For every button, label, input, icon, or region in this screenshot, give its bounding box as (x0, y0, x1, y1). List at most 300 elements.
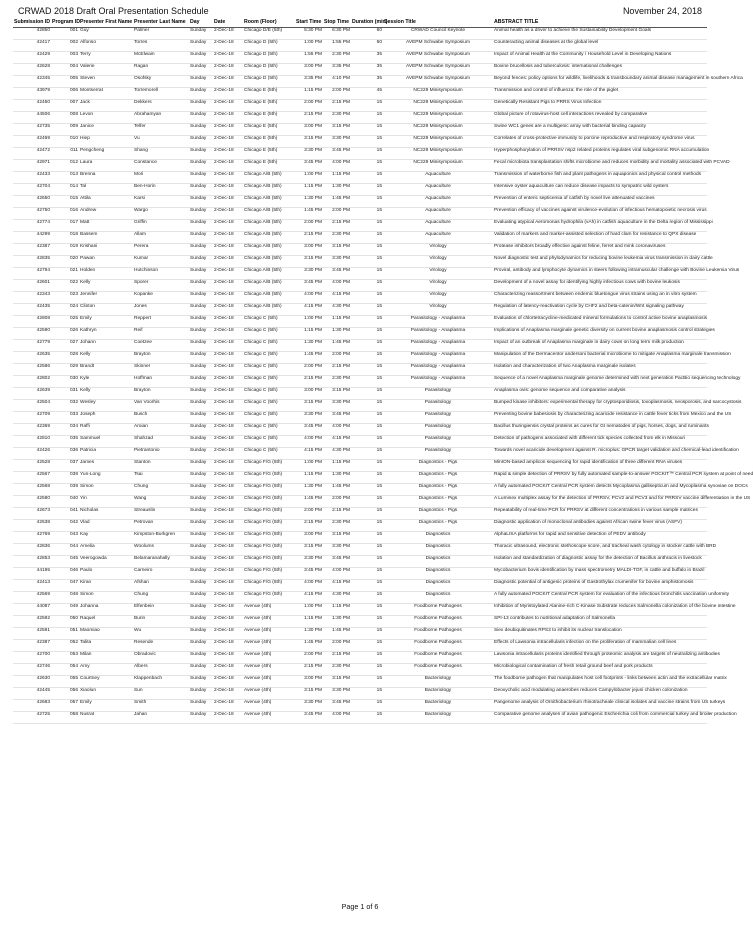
column-header-presenter-last-name: Presenter Last Name (133, 17, 189, 28)
cell-abstract-title: Prevention efficacy of vaccines against virulence-evolution of infectious hematopoietic necrosis virus (493, 208, 707, 220)
cell-duration: 15 (351, 364, 383, 376)
cell-duration: 15 (351, 472, 383, 484)
cell-abstract-title: Hyperphosphorylation of PRRSV nsp2 related proteins regulates viral subgenomic RNA accumulation (493, 148, 707, 160)
cell-room: Chicago E (5th) (243, 124, 295, 136)
cell-presenter-last-name: Hoffman (133, 376, 189, 388)
cell-session-title: Diagnostics (383, 544, 493, 556)
cell-stop-time: 2:30 PM (323, 664, 351, 676)
cell-room: Chicago A/B (5th) (243, 268, 295, 280)
cell-abstract-title: Novel diagnostic test and phylodynamics for reducing bovine leukemia virus transmission in dairy cattle (493, 256, 707, 268)
cell-start-time: 2:15 PM (295, 664, 323, 676)
cell-date: 2-Dec-18 (213, 676, 243, 688)
cell-session-title: Parasitology (383, 400, 493, 412)
cell-date: 2-Dec-18 (213, 460, 243, 472)
cell-duration: 15 (351, 592, 383, 604)
cell-presenter-last-name: Burin (133, 616, 189, 628)
cell-submission-id: 42580 (13, 496, 51, 508)
cell-duration: 15 (351, 604, 383, 616)
cell-date: 2-Dec-18 (213, 184, 243, 196)
cell-presenter-last-name: Sun (133, 688, 189, 700)
table-row (13, 484, 707, 496)
cell-duration: 15 (351, 412, 383, 424)
cell-program-id: 045 (51, 556, 79, 568)
cell-abstract-title: Evaluating atypical Aeromonas hydrophila (vAh) in catfish aquaculture in the Delta region of Mississippi (493, 220, 707, 232)
cell-abstract-title: Impact of Animal Health at the Community / Household Level in Developing Nations (493, 52, 707, 64)
table-row (13, 712, 707, 724)
cell-stop-time: 4:00 PM (323, 712, 351, 724)
cell-program-id: 010 (51, 136, 79, 148)
page-number: Page 1 of 6 (341, 902, 379, 911)
cell-program-id: 041 (51, 508, 79, 520)
cell-session-title: Virology (383, 256, 493, 268)
cell-room: Chicago C (5th) (243, 400, 295, 412)
cell-date: 2-Dec-18 (213, 100, 243, 112)
cell-room: Avenue (4th) (243, 700, 295, 712)
cell-presenter-first-name: Guy (79, 28, 133, 40)
cell-stop-time: 4:15 PM (323, 580, 351, 592)
cell-presenter-last-name: Allam (133, 232, 189, 244)
cell-submission-id: 42472 (13, 148, 51, 160)
cell-submission-id: 42700 (13, 652, 51, 664)
cell-day: Sunday (189, 184, 213, 196)
cell-presenter-first-name: Kelly (79, 388, 133, 400)
cell-presenter-last-name: Tsai (133, 472, 189, 484)
cell-duration: 15 (351, 316, 383, 328)
cell-abstract-title: Manipulation of the Dermacentor andersoni bacterial microbiome to mitigate Anaplasma marginale transmission (493, 352, 707, 364)
cell-presenter-first-name: Kay (79, 532, 133, 544)
cell-start-time: 3:15 PM (295, 256, 323, 268)
cell-room: Chicago F/G (5th) (243, 472, 295, 484)
cell-date: 2-Dec-18 (213, 568, 243, 580)
cell-session-title: Parasitology (383, 448, 493, 460)
cell-duration: 15 (351, 688, 383, 700)
cell-room: Chicago A/B (5th) (243, 172, 295, 184)
cell-room: Chicago C (5th) (243, 448, 295, 460)
cell-presenter-first-name: Emily (79, 316, 133, 328)
cell-program-id: 023 (51, 292, 79, 304)
cell-presenter-first-name: Bassem (79, 232, 133, 244)
cell-submission-id: 42417 (13, 40, 51, 52)
cell-abstract-title: Evaluation of chlortetracycline-medicated mineral formulations to control active bovine anaplasmosis (493, 316, 707, 328)
cell-presenter-last-name: Kumar (133, 256, 189, 268)
cell-date: 2-Dec-18 (213, 340, 243, 352)
cell-room: Chicago E (5th) (243, 148, 295, 160)
cell-abstract-title: Prevention of enteric septicemia of catfish by novel live attenuated vaccines (493, 196, 707, 208)
cell-presenter-first-name: Kiran (79, 580, 133, 592)
table-row (13, 28, 707, 40)
cell-duration: 35 (351, 52, 383, 64)
cell-stop-time: 3:15 PM (323, 532, 351, 544)
cell-duration: 15 (351, 304, 383, 316)
cell-presenter-first-name: Patricia (79, 448, 133, 460)
cell-submission-id: 42569 (13, 592, 51, 604)
cell-presenter-first-name: Matt (79, 220, 133, 232)
cell-abstract-title: Transmission and control of influenza: the role of the piglet (493, 88, 707, 100)
cell-session-title: Aquaculture (383, 220, 493, 232)
cell-duration: 15 (351, 628, 383, 640)
table-row (13, 328, 707, 340)
cell-stop-time: 1:45 PM (323, 484, 351, 496)
cell-abstract-title: Swine WC1 genes are a multigenic array with bacterial binding capacity (493, 124, 707, 136)
cell-date: 2-Dec-18 (213, 604, 243, 616)
cell-session-title: Diagnostics (383, 556, 493, 568)
cell-room: Chicago A/B (5th) (243, 184, 295, 196)
cell-date: 2-Dec-18 (213, 352, 243, 364)
cell-abstract-title: A fully automated POCKIT Central PCR system detects Mycoplasma gallisepticum and Mycoplasma synoviae on DOCs (493, 484, 707, 496)
cell-abstract-title: Isolation and characterization of two Anaplasma marginale isolates (493, 364, 707, 376)
cell-abstract-title: Validation of markers and marker-assisted selection of hard clam for resistance to QPX disease (493, 232, 707, 244)
cell-abstract-title: Inhibition of Myristoylated Alanine-rich C-Kinase Substrate reduces Salmonella colonization of the bovine intestine (493, 604, 707, 616)
cell-stop-time: 3:15 PM (323, 124, 351, 136)
cell-duration: 15 (351, 220, 383, 232)
cell-room: Chicago D (5th) (243, 76, 295, 88)
cell-presenter-last-name: Telfer (133, 124, 189, 136)
table-row (13, 364, 707, 376)
cell-program-id: 029 (51, 364, 79, 376)
cell-presenter-first-name: Johanna (79, 604, 133, 616)
cell-room: Chicago D/E (5th) (243, 28, 295, 40)
cell-submission-id: 42853 (13, 556, 51, 568)
cell-date: 2-Dec-18 (213, 220, 243, 232)
cell-presenter-last-name: Chung (133, 592, 189, 604)
column-header-stop-time: Stop Time (323, 17, 351, 28)
cell-day: Sunday (189, 688, 213, 700)
cell-start-time: 1:45 PM (295, 208, 323, 220)
cell-stop-time: 4:00 PM (323, 280, 351, 292)
schedule-table (13, 17, 753, 724)
cell-room: Chicago C (5th) (243, 388, 295, 400)
cell-day: Sunday (189, 364, 213, 376)
cell-date: 2-Dec-18 (213, 256, 243, 268)
cell-submission-id: 42387 (13, 244, 51, 256)
cell-stop-time: 2:00 PM (323, 496, 351, 508)
cell-program-id: 011 (51, 148, 79, 160)
cell-session-title: Aquaculture (383, 232, 493, 244)
cell-duration: 15 (351, 712, 383, 724)
cell-start-time: 4:15 PM (295, 448, 323, 460)
cell-start-time: 1:15 PM (295, 88, 323, 100)
cell-room: Chicago A/B (5th) (243, 304, 295, 316)
cell-room: Chicago C (5th) (243, 424, 295, 436)
cell-session-title: Virology (383, 244, 493, 256)
cell-start-time: 3:00 PM (295, 676, 323, 688)
cell-submission-id: 42836 (13, 544, 51, 556)
cell-day: Sunday (189, 244, 213, 256)
cell-submission-id: 44195 (13, 568, 51, 580)
cell-session-title: Aquaculture (383, 196, 493, 208)
cell-program-id: 032 (51, 400, 79, 412)
cell-program-id: 024 (51, 304, 79, 316)
cell-start-time: 3:00 PM (295, 244, 323, 256)
cell-duration: 15 (351, 172, 383, 184)
cell-start-time: 3:15 PM (295, 136, 323, 148)
cell-submission-id: 42802 (13, 376, 51, 388)
cell-day: Sunday (189, 652, 213, 664)
table-row (13, 508, 707, 520)
cell-day: Sunday (189, 196, 213, 208)
cell-presenter-last-name: Osofsky (133, 76, 189, 88)
cell-program-id: 002 (51, 40, 79, 52)
cell-start-time: 1:00 PM (295, 604, 323, 616)
table-row (13, 124, 707, 136)
cell-presenter-last-name: Coetzee (133, 340, 189, 352)
cell-presenter-last-name: Shahzad (133, 436, 189, 448)
cell-session-title: Diagnostics - Pigs (383, 520, 493, 532)
cell-abstract-title: Fecal microbiota transplantation shifts microbiome and reduces morbidity and mortality associated with PCVAD (493, 160, 707, 172)
cell-session-title: AVEPM Schwabe Symposium (383, 52, 493, 64)
cell-stop-time: 4:30 PM (323, 592, 351, 604)
cell-start-time: 1:45 PM (295, 640, 323, 652)
table-row (13, 196, 707, 208)
cell-presenter-last-name: Jahan (133, 712, 189, 724)
cell-abstract-title: Diagnostic potential of antigenic proteins of Gastrothylax crumenifer for bovine amphistomosis (493, 580, 707, 592)
cell-date: 2-Dec-18 (213, 52, 243, 64)
cell-stop-time: 2:15 PM (323, 508, 351, 520)
cell-program-id: 009 (51, 124, 79, 136)
table-row (13, 244, 707, 256)
cell-abstract-title: Transmission of waterborne fish and plant pathogens in aquaponics and physical control methods (493, 172, 707, 184)
cell-duration: 15 (351, 388, 383, 400)
cell-submission-id: 42735 (13, 124, 51, 136)
cell-session-title: Bacteriology (383, 688, 493, 700)
cell-stop-time: 3:45 PM (323, 148, 351, 160)
cell-stop-time: 3:30 PM (323, 688, 351, 700)
cell-submission-id: 42591 (13, 628, 51, 640)
cell-program-id: 039 (51, 484, 79, 496)
table-row (13, 112, 707, 124)
table-row (13, 412, 707, 424)
cell-program-id: 031 (51, 388, 79, 400)
cell-day: Sunday (189, 172, 213, 184)
cell-program-id: 054 (51, 664, 79, 676)
cell-start-time: 3:00 PM (295, 64, 323, 76)
cell-day: Sunday (189, 436, 213, 448)
cell-day: Sunday (189, 256, 213, 268)
cell-presenter-last-name: Streauslin (133, 508, 189, 520)
cell-day: Sunday (189, 376, 213, 388)
cell-stop-time: 1:55 PM (323, 40, 351, 52)
cell-presenter-first-name: Alfonso (79, 40, 133, 52)
cell-room: Chicago D (5th) (243, 52, 295, 64)
cell-submission-id: 42369 (13, 424, 51, 436)
cell-duration: 15 (351, 436, 383, 448)
cell-submission-id: 42433 (13, 172, 51, 184)
cell-date: 2-Dec-18 (213, 76, 243, 88)
table-row (13, 568, 707, 580)
cell-presenter-last-name: Perera (133, 244, 189, 256)
cell-duration: 15 (351, 676, 383, 688)
table-row (13, 388, 707, 400)
cell-session-title: Parasitology (383, 424, 493, 436)
cell-session-title: NC229 Minisymposium (383, 100, 493, 112)
cell-start-time: 3:00 PM (295, 532, 323, 544)
cell-duration: 15 (351, 244, 383, 256)
cell-presenter-first-name: Yun-Long (79, 472, 133, 484)
cell-abstract-title: Genetically Resistant Pigs to PRRS Virus Infection (493, 100, 707, 112)
cell-start-time: 2:15 PM (295, 520, 323, 532)
cell-room: Chicago D (5th) (243, 64, 295, 76)
cell-duration: 35 (351, 76, 383, 88)
cell-abstract-title: Bovine brucellosis and tuberculosis: international challenges (493, 64, 707, 76)
table-row (13, 592, 707, 604)
cell-stop-time: 1:45 PM (323, 628, 351, 640)
cell-day: Sunday (189, 124, 213, 136)
cell-date: 2-Dec-18 (213, 532, 243, 544)
cell-start-time: 3:35 PM (295, 76, 323, 88)
cell-room: Chicago F/G (5th) (243, 592, 295, 604)
cell-program-id: 035 (51, 436, 79, 448)
cell-program-id: 049 (51, 604, 79, 616)
cell-room: Chicago D (5th) (243, 40, 295, 52)
table-row (13, 268, 707, 280)
cell-day: Sunday (189, 700, 213, 712)
cell-start-time: 3:00 PM (295, 124, 323, 136)
cell-date: 2-Dec-18 (213, 316, 243, 328)
cell-duration: 15 (351, 292, 383, 304)
cell-submission-id: 42746 (13, 664, 51, 676)
cell-session-title: Parasitology - Anaplasma (383, 340, 493, 352)
cell-start-time: 1:30 PM (295, 196, 323, 208)
cell-room: Chicago F/G (5th) (243, 568, 295, 580)
cell-session-title: NC229 Minisymposium (383, 148, 493, 160)
cell-abstract-title: Isolation and standardization of diagnostic assay for the detection of Bacillus anthracis in livestock (493, 556, 707, 568)
cell-room: Chicago C (5th) (243, 316, 295, 328)
cell-duration: 15 (351, 328, 383, 340)
cell-start-time: 2:00 PM (295, 220, 323, 232)
cell-program-id: 016 (51, 208, 79, 220)
cell-start-time: 1:30 PM (295, 628, 323, 640)
cell-abstract-title: Regulation of latency-reactivation cycle by CHF2 and beta-catenin/Wnt signaling pathway (493, 304, 707, 316)
cell-submission-id: 44087 (13, 604, 51, 616)
cell-day: Sunday (189, 460, 213, 472)
cell-day: Sunday (189, 232, 213, 244)
cell-submission-id: 44299 (13, 232, 51, 244)
cell-program-id: 019 (51, 244, 79, 256)
cell-room: Chicago A/B (5th) (243, 280, 295, 292)
cell-duration: 15 (351, 580, 383, 592)
cell-date: 2-Dec-18 (213, 664, 243, 676)
table-row (13, 424, 707, 436)
cell-abstract-title: Thoracic ultrasound, electronic stethoscope score, and tracheal wash cytology in stocker cattle with BRD (493, 544, 707, 556)
cell-date: 2-Dec-18 (213, 508, 243, 520)
cell-date: 2-Dec-18 (213, 700, 243, 712)
cell-day: Sunday (189, 556, 213, 568)
cell-submission-id: 42426 (13, 448, 51, 460)
column-header-room: Room (Floor) (243, 17, 295, 28)
cell-stop-time: 2:15 PM (323, 100, 351, 112)
cell-start-time: 2:00 PM (295, 508, 323, 520)
cell-start-time: 1:15 PM (295, 328, 323, 340)
cell-room: Chicago C (5th) (243, 352, 295, 364)
cell-program-id: 053 (51, 652, 79, 664)
cell-presenter-last-name: Shang (133, 148, 189, 160)
cell-room: Chicago A/B (5th) (243, 256, 295, 268)
cell-room: Chicago E (5th) (243, 136, 295, 148)
cell-stop-time: 3:30 PM (323, 256, 351, 268)
cell-abstract-title: Correlates of cross-protective immunity to porcine reproductive and respiratory syndrome virus (493, 136, 707, 148)
cell-presenter-last-name: Wang (133, 496, 189, 508)
cell-session-title: Parasitology - Anaplasma (383, 328, 493, 340)
cell-date: 2-Dec-18 (213, 148, 243, 160)
cell-presenter-last-name: Carneiro (133, 568, 189, 580)
column-header-abstract-title: ABSTRACT TITLE (493, 17, 707, 28)
cell-presenter-last-name: Brayton (133, 388, 189, 400)
cell-day: Sunday (189, 616, 213, 628)
cell-program-id: 052 (51, 640, 79, 652)
table-row (13, 532, 707, 544)
cell-session-title: Diagnostics - Pigs (383, 472, 493, 484)
cell-room: Chicago E (5th) (243, 160, 295, 172)
cell-stop-time: 4:00 PM (323, 424, 351, 436)
cell-day: Sunday (189, 448, 213, 460)
cell-day: Sunday (189, 580, 213, 592)
cell-presenter-last-name: Ben-Horin (133, 184, 189, 196)
cell-presenter-first-name: Xiaolun (79, 688, 133, 700)
cell-stop-time: 1:45 PM (323, 196, 351, 208)
cell-abstract-title: Rapid & simple detection of PRRSV by fully automated sample-to-answer POCKIT™ Central PCR system at point of need (493, 472, 707, 484)
cell-stop-time: 4:15 PM (323, 292, 351, 304)
table-row (13, 76, 707, 88)
cell-session-title: Parasitology (383, 412, 493, 424)
cell-session-title: Foodborne Pathogens (383, 640, 493, 652)
cell-start-time: 1:00 PM (295, 316, 323, 328)
cell-program-id: 034 (51, 424, 79, 436)
cell-room: Chicago A/B (5th) (243, 244, 295, 256)
cell-date: 2-Dec-18 (213, 592, 243, 604)
cell-duration: 15 (351, 160, 383, 172)
cell-session-title: Foodborne Pathogens (383, 616, 493, 628)
table-row (13, 100, 707, 112)
cell-presenter-last-name: Stanton (133, 460, 189, 472)
cell-day: Sunday (189, 64, 213, 76)
cell-start-time: 4:00 PM (295, 580, 323, 592)
column-header-presenter-first-name: Presenter First Name (79, 17, 133, 28)
cell-abstract-title: AlphaLISA platforms for rapid and sensitive detection of PEDV antibody (493, 532, 707, 544)
cell-session-title: Diagnostics (383, 568, 493, 580)
cell-day: Sunday (189, 568, 213, 580)
document-title: CRWAD 2018 Draft Oral Presentation Schedule (18, 6, 209, 16)
cell-day: Sunday (189, 472, 213, 484)
cell-room: Chicago C (5th) (243, 436, 295, 448)
cell-presenter-last-name: Aroian (133, 424, 189, 436)
cell-start-time: 2:00 PM (295, 364, 323, 376)
cell-session-title: CRWAD Council Keynote (383, 28, 493, 40)
table-row (13, 316, 707, 328)
cell-stop-time: 2:15 PM (323, 652, 351, 664)
cell-submission-id: 42445 (13, 688, 51, 700)
cell-session-title: Foodborne Pathogens (383, 628, 493, 640)
cell-date: 2-Dec-18 (213, 40, 243, 52)
cell-day: Sunday (189, 388, 213, 400)
cell-start-time: 1:00 PM (295, 460, 323, 472)
cell-presenter-last-name: Brayton (133, 352, 189, 364)
cell-abstract-title: A Luminex multiplex assay for the detection of PRRSV, PCV2 and PCV3 and for PRRSV vaccine differentiation in the US (493, 496, 707, 508)
cell-program-id: 026 (51, 328, 79, 340)
cell-date: 2-Dec-18 (213, 376, 243, 388)
table-row (13, 160, 707, 172)
cell-duration: 15 (351, 448, 383, 460)
cell-program-id: 005 (51, 76, 79, 88)
cell-submission-id: 42469 (13, 136, 51, 148)
cell-date: 2-Dec-18 (213, 88, 243, 100)
cell-presenter-last-name: Wu (133, 628, 189, 640)
cell-session-title: Diagnostics - Pigs (383, 484, 493, 496)
table-row (13, 280, 707, 292)
cell-stop-time: 3:35 PM (323, 64, 351, 76)
cell-duration: 15 (351, 460, 383, 472)
cell-stop-time: 2:30 PM (323, 520, 351, 532)
cell-stop-time: 2:30 PM (323, 52, 351, 64)
